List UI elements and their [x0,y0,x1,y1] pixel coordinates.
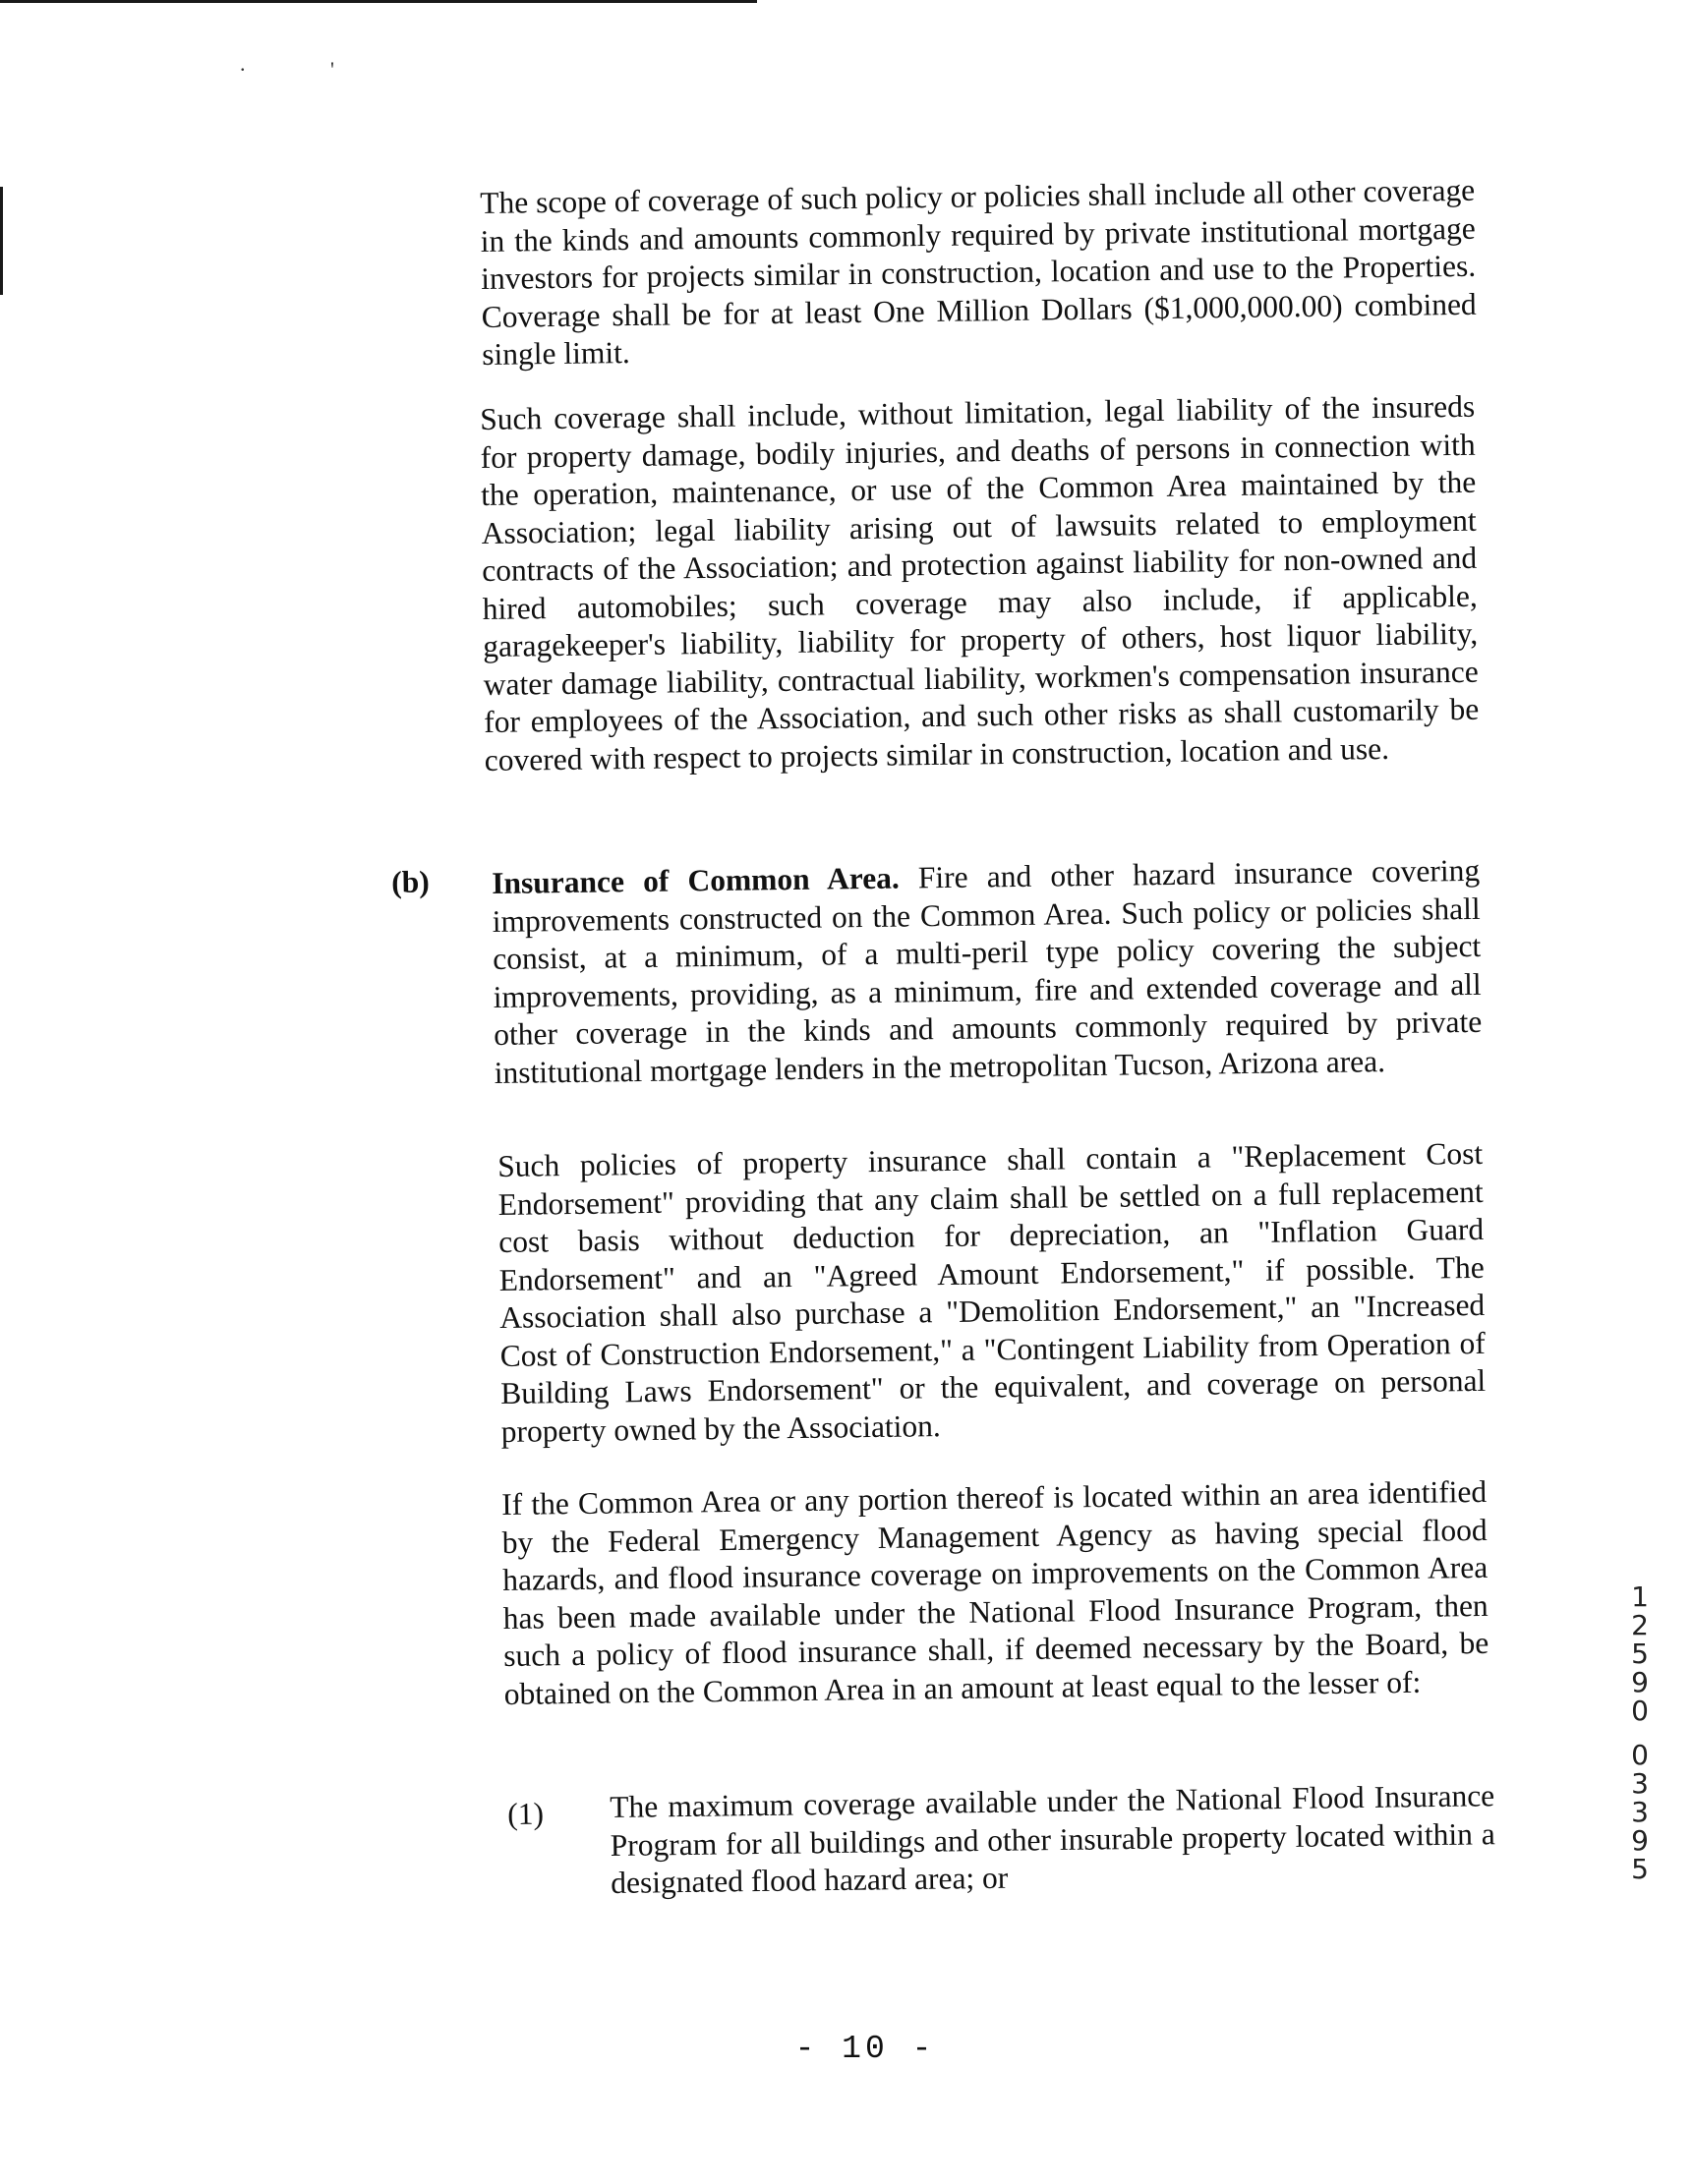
docket-digit: 5 [1631,1638,1649,1670]
section-b-paragraph [492,852,1483,1092]
docket-digit: 5 [1631,1853,1649,1885]
scan-border-top [0,0,757,3]
docket-number [1620,1582,1660,1883]
docket-digit: 2 [1631,1609,1649,1641]
page-number: - 10 - [794,2031,936,2067]
section-b-heading: Insurance of Common Area. [492,860,901,900]
paragraph-replacement-cost: Such policies of property insurance shall contain a "Replacement Cost Endorsement" providing that any claim shall be settled on a full replacement cost basis without deduction for depreciation, an "Inflation Guard Endorsement" and an "Agreed Amount Endorsement," if possible. The Association shall also purchase a "Demolition Endorsement," an "Increased Cost of Construction Endorsement," a "Contingent Liability from Operation of Building Laws Endorsement" or the equivalent, and coverage on personal property owned by the Association. [497,1135,1487,1449]
paragraph-scope-of-coverage: The scope of coverage of such policy or policies shall include all other coverage in the kinds and amounts commonly required by private institutional mortgage investors for projects similar in construction, location and use to the Properties. Coverage shall be for at least One Million Dollars ($1,000,000.00) combined single limit. [480,172,1477,372]
item-1-label: (1) [507,1796,545,1831]
docket-digit: 0 [1631,1695,1649,1727]
scan-speck: . [240,51,246,76]
paragraph-liability-coverage: Such coverage shall include, without limitation, legal liability of the insureds for property damage, bodily injuries, and deaths of persons in connection with the operation, maintenance, or use of the Common Area maintained by the Association; legal liability arising out of lawsuits related to employment contracts of the Association; and protection against liability for non-owned and hired automobiles; such coverage may also include, if applicable, garagekeeper's liability, liability for property of others, host liquor liability, water damage liability, contractual liability, workmen's compensation insurance for employees of the Association, and such other risks as shall customarily be covered with respect to projects similar in construction, location and use. [480,388,1480,777]
docket-digit: 3 [1631,1796,1649,1828]
section-b-label: (b) [391,864,430,899]
docket-digit: 9 [1631,1824,1649,1857]
docket-digit: 9 [1631,1666,1649,1698]
docket-digit: 3 [1631,1767,1649,1800]
docket-digit: 1 [1631,1581,1649,1613]
paragraph-flood-hazards: If the Common Area or any portion thereof is located within an area identified by the Federal Emergency Management Agency as having special flood hazards, and flood insurance coverage on improvements on the Common Area has been made available under the National Flood Insurance Program, then such a policy of flood insurance shall, if deemed necessary by the Board, be obtained on the Common Area in an amount at least equal to the lesser of: [501,1473,1489,1711]
scan-border-left [0,187,3,295]
section-b-text: Fire and other hazard insurance covering improvements constructed on the Common Area. Such policy or policies shall consist, at a minimum, of a multi-peril type policy covering the subject improvements, providing, as a minimum, fire and extended coverage and all other coverage in the kinds and amounts commonly required by private institutional mortgage lenders in the metropolitan Tucson, Arizona area. [492,852,1483,1090]
scan-speck: ' [330,57,334,82]
item-1-text: The maximum coverage available under the National Flood Insurance Program for all buildings and other insurable property located within a designated flood hazard area; or [610,1778,1495,1900]
docket-digit: 0 [1631,1739,1649,1771]
